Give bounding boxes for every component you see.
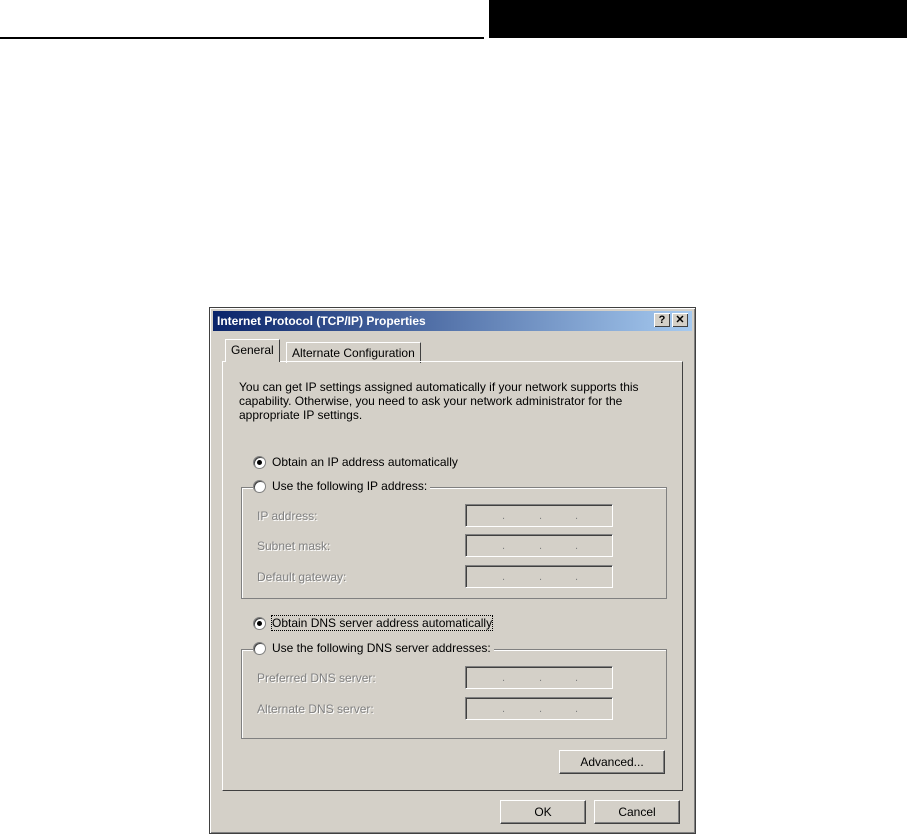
title-bar [213,311,692,331]
cancel-button[interactable]: Cancel [594,800,680,824]
subnet-mask-label: Subnet mask: [257,539,331,553]
radio-checked-icon [253,617,266,630]
subnet-mask-input[interactable] [465,534,613,557]
ip-dot: . [539,510,543,522]
alternate-dns-label: Alternate DNS server: [257,702,374,716]
ip-dot: . [539,540,543,552]
ip-dot: . [575,571,579,583]
ip-dot: . [539,703,543,715]
ip-address-label: IP address: [257,509,318,523]
use-following-ip-radio[interactable] [253,479,430,493]
general-tab-panel [222,361,683,791]
ip-dot: . [502,672,506,684]
alternate-dns-input[interactable] [465,697,613,720]
header-black-bar [489,0,907,38]
ip-dot: . [502,540,506,552]
use-following-dns-radio[interactable] [253,641,494,655]
radio-unchecked-icon [253,642,266,655]
ip-dot: . [539,571,543,583]
ip-dot: . [539,672,543,684]
use-following-ip-label: Use the following IP address: [272,479,428,493]
tab-alternate-configuration[interactable]: Alternate Configuration [286,342,421,363]
ip-dot: . [575,672,579,684]
use-following-dns-label: Use the following DNS server addresses: [272,641,491,655]
ip-dot: . [575,703,579,715]
preferred-dns-input[interactable] [465,666,613,689]
help-button[interactable]: ? [654,313,670,327]
obtain-ip-auto-radio[interactable] [253,455,458,469]
radio-checked-icon [253,456,266,469]
obtain-dns-auto-label: Obtain DNS server address automatically [272,616,493,630]
tcpip-properties-dialog [209,307,696,834]
ip-address-input[interactable] [465,504,613,527]
ip-dot: . [502,510,506,522]
dialog-title: Internet Protocol (TCP/IP) Properties [217,314,426,328]
obtain-ip-auto-label: Obtain an IP address automatically [272,455,458,469]
ip-dot: . [502,571,506,583]
preferred-dns-label: Preferred DNS server: [257,671,376,685]
default-gateway-input[interactable] [465,565,613,588]
close-icon: ✕ [675,314,685,326]
ip-dot: . [575,540,579,552]
tab-general[interactable]: General [225,339,280,362]
ip-dot: . [502,703,506,715]
close-button[interactable] [672,313,688,327]
default-gateway-label: Default gateway: [257,570,347,584]
dns-server-group [241,649,667,739]
obtain-dns-auto-radio[interactable] [253,616,492,630]
advanced-button[interactable]: Advanced... [559,750,665,774]
header-rule [0,37,484,39]
intro-text: You can get IP settings assigned automatically if your network supports this capability. Otherwise, you need to ask your network administrator for the appropriate IP settings. [239,380,639,422]
ip-dot: . [575,510,579,522]
radio-unchecked-icon [253,480,266,493]
ok-button[interactable]: OK [500,800,586,824]
